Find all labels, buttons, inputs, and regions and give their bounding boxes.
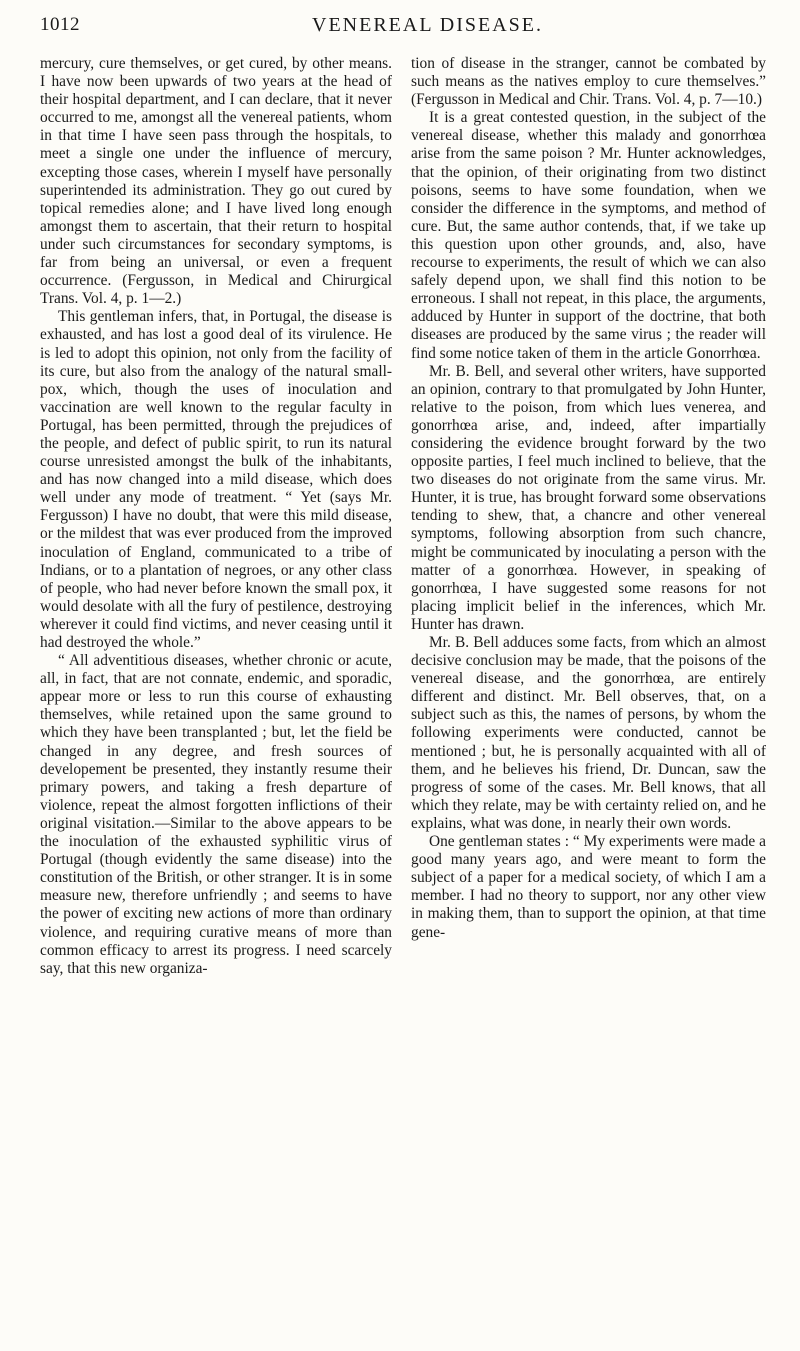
right-column xyxy=(411,55,766,942)
paragraph: Mr. B. Bell adduces some facts, from which an almost decisive conclusion may be made, that the poisons of the venereal disease, and the gonorrhœa, are entirely different and distinct. Mr. Bell observes, that, on a subject such as this, the names of persons, by whom the following experiments were conducted, cannot be mentioned ; but, he is personally acquainted with all of them, and he believes his friend, Dr. Duncan, saw the progress of some of the cases. Mr. Bell knows, that all which they relate, may be with certainty relied on, and he explains, what was done, in nearly their own words. xyxy=(411,634,766,832)
paragraph: mercury, cure themselves, or get cured, by other means. I have now been upwards of two years at the head of their hospital department, and I can declare, that it never occurred to me, amongst all the venereal patients, whom in that time I have seen pass through the hospitals, to meet a single one under the influence of mercury, excepting those cases, wherein I myself have personally superintended its administration. They go out cured by topical remedies alone; and I have lived long enough amongst them to ascertain, that their return to hospital under such circumstances for secondary symptoms, is far from being an universal, or even a frequent occurrence. (Fergusson, in Medical and Chirurgical Trans. Vol. 4, p. 1—2.) xyxy=(40,55,392,308)
paragraph: One gentleman states : “ My experiments were made a good many years ago, and were meant to form the subject of a paper for a medical society, of which I am a member. I had no theory to support, nor any other view in making them, than to support the opinion, at that time gene- xyxy=(411,833,766,941)
page-number: 1012 xyxy=(40,14,80,35)
paragraph: “ All adventitious diseases, whether chronic or acute, all, in fact, that are not connate, endemic, and sporadic, appear more or less to run this course of exhausting themselves, while retained upon the same ground to which they have been transplanted ; but, let the field be changed in any degree, and fresh sources of developement be presented, they instantly resume their primary powers, and taking a fresh departure of violence, repeat the almost forgotten inflictions of their original visitation.—Similar to the above appears to be the inoculation of the exhausted syphilitic virus of Portugal (though evidently the same disease) into the constitution of the British, or other stranger. It is in some measure new, therefore unfriendly ; and seems to have the power of exciting new actions of more than ordinary violence, and requiring curative means of more than common efficacy to arrest its progress. I need scarcely say, that this new organiza- xyxy=(40,652,392,977)
running-title: VENEREAL DISEASE. xyxy=(312,14,544,36)
page-header xyxy=(40,14,772,38)
paragraph: It is a great contested question, in the subject of the venereal disease, whether this malady and gonorrhœa arise from the same poison ? Mr. Hunter acknowledges, that the opinion, of their originating from two distinct poisons, seems to have some foundation, when we consider the difference in the symptoms, and method of cure. But, the same author contends, that, if we take up this question upon other grounds, and, also, have recourse to experiments, the result of which we can also safely depend upon, we shall find this notion to be erroneous. I shall not repeat, in this place, the arguments, adduced by Hunter in support of the doctrine, that both diseases are produced by the same virus ; the reader will find some notice taken of them in the article Gonorrhœa. xyxy=(411,109,766,362)
left-column xyxy=(40,55,392,978)
paragraph: Mr. B. Bell, and several other writers, have supported an opinion, contrary to that promulgated by John Hunter, relative to the poison, from which lues venerea, and gonorrhœa arise, and, indeed, after impartially considering the evidence brought forward by the two opposite parties, I feel much inclined to believe, that the two diseases do not originate from the same virus. Mr. Hunter, it is true, has brought forward some observations tending to shew, that, a chancre and other venereal symptoms, following absorption from such chancre, might be communicated by inoculating a person with the matter of a gonorrhœa. However, in speaking of gonorrhœa, I have suggested some reasons for not placing implicit belief in the inferences, which Mr. Hunter has drawn. xyxy=(411,362,766,633)
paragraph: tion of disease in the stranger, cannot be combated by such means as the natives employ to cure themselves.” (Fergusson in Medical and Chir. Trans. Vol. 4, p. 7—10.) xyxy=(411,55,766,109)
paragraph: This gentleman infers, that, in Portugal, the disease is exhausted, and has lost a good deal of its virulence. He is led to adopt this opinion, not only from the facility of its cure, but also from the analogy of the natural small-pox, which, though the uses of inoculation and vaccination are well known to the regular faculty in Portugal, has been permitted, through the prejudices of the people, and defect of public spirit, to run its natural course unresisted amongst the bulk of the inhabitants, and has now changed into a mild disease, which does well under any mode of treatment. “ Yet (says Mr. Fergusson) I have no doubt, that were this mild disease, or the mildest that was ever produced from the improved inoculation of England, communicated to a tribe of Indians, or to a plantation of negroes, or any other class of people, who had never before known the small pox, it would desolate with all the fury of pestilence, destroying wherever it could find victims, and never ceasing until it had destroyed the whole.” xyxy=(40,308,392,651)
